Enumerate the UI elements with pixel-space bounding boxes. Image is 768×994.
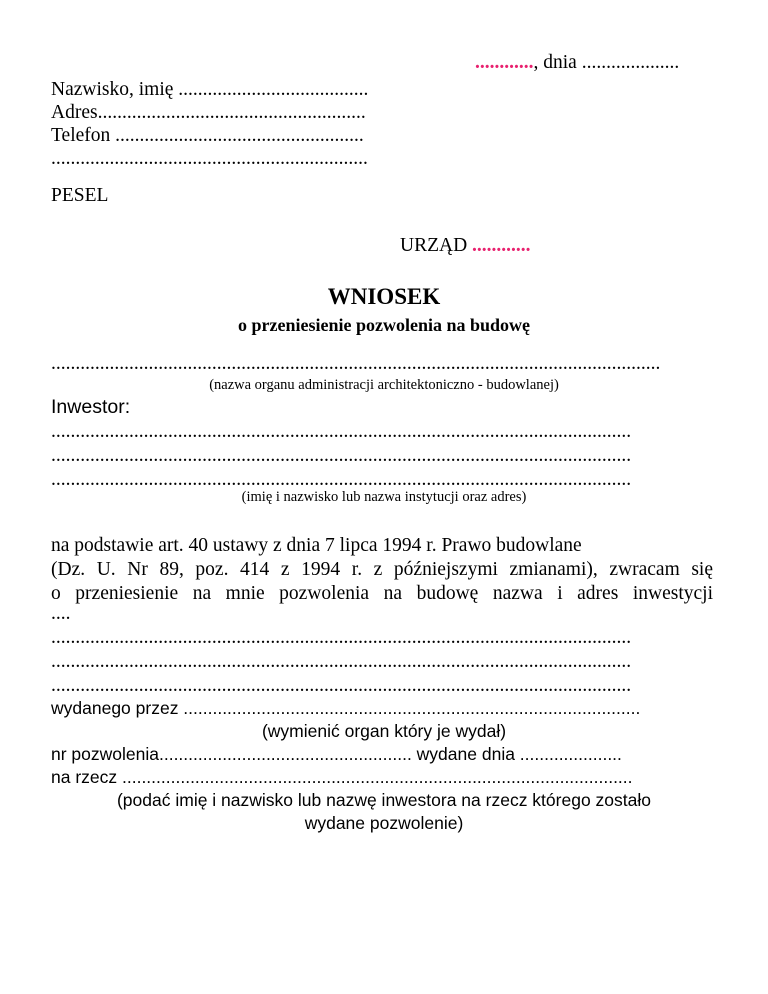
body-dotted-line-2: ....................................................................................................................... <box>51 652 632 672</box>
for-line: na rzecz ......................................................................................................... <box>51 769 633 787</box>
applicant-name-line: Nazwisko, imię ....................................... <box>51 79 369 100</box>
pesel-label: PESEL <box>51 185 109 206</box>
paragraph-line-4: .... <box>51 603 71 624</box>
paragraph-line-2: (Dz. U. Nr 89, poz. 414 z 1994 r. z późniejszymi zmianami), zwracam się <box>51 559 713 580</box>
applicant-phone-line: Telefon ................................................... <box>51 125 364 146</box>
applicant-address-line: Adres....................................................... <box>51 102 366 123</box>
issued-by-caption: (wymienić organ który je wydał) <box>261 721 507 741</box>
investor-caption: (imię i nazwisko lub nazwa instytucji oraz adres) <box>241 489 527 505</box>
place-placeholder: ............ <box>475 52 534 73</box>
document-subtitle: o przeniesienie pozwolenia na budowę <box>237 315 530 335</box>
office-label: URZĄD <box>400 235 468 256</box>
document-title: WNIOSEK <box>327 284 441 309</box>
investor-line-2: ....................................................................................................................... <box>51 446 632 466</box>
place-date-line <box>475 53 679 73</box>
authority-caption: (nazwa organu administracji architektoniczno - budowlanej) <box>209 377 559 393</box>
body-dotted-line-3: ....................................................................................................................... <box>51 676 632 696</box>
for-caption-line-1: (podać imię i nazwisko lub nazwę inwestora na rzecz którego zostało <box>116 790 651 810</box>
date-text: , dnia .................... <box>533 52 680 73</box>
applicant-extra-line: ................................................................. <box>51 148 368 169</box>
investor-line-3: ....................................................................................................................... <box>51 470 632 490</box>
authority-line: ............................................................................................................................. <box>51 354 661 374</box>
office-line <box>400 236 531 256</box>
investor-line-1: ....................................................................................................................... <box>51 422 632 442</box>
permit-line: nr pozwolenia.................................................... wydane dnia ..................... <box>51 744 622 764</box>
body-dotted-line-1: ....................................................................................................................... <box>51 628 632 648</box>
paragraph-line-1: na podstawie art. 40 ustawy z dnia 7 lipca 1994 r. Prawo budowlane <box>51 535 582 556</box>
issued-by-line: wydanego przez .............................................................................................. <box>51 700 641 718</box>
paragraph-line-3: o przeniesienie na mnie pozwolenia na budowę nazwa i adres inwestycji <box>51 583 713 604</box>
for-caption-line-2: wydane pozwolenie) <box>304 813 464 833</box>
office-placeholder: ............ <box>472 235 531 256</box>
investor-label: Inwestor: <box>51 396 131 418</box>
